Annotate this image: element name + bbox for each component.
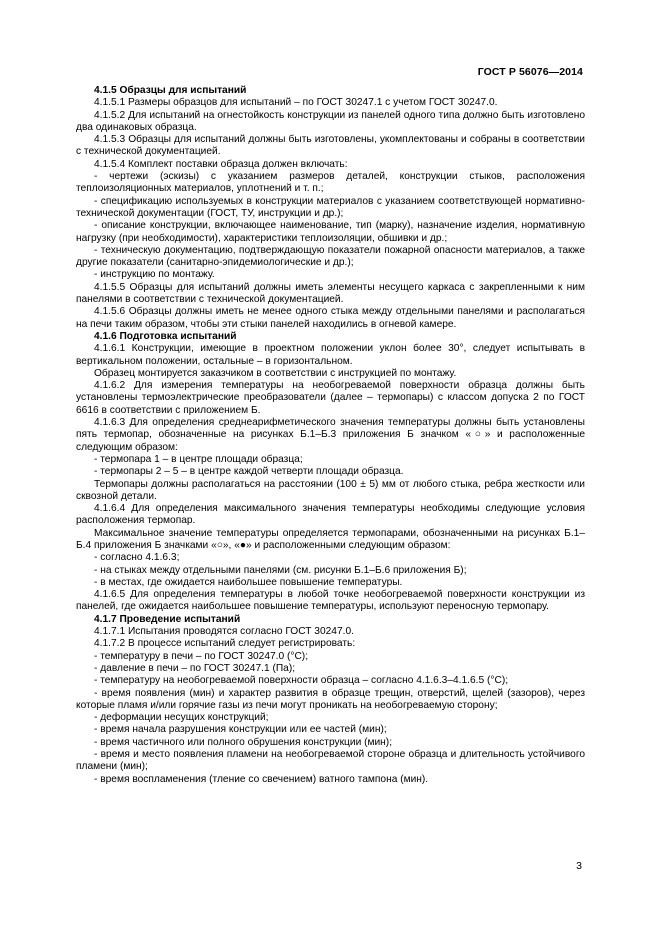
paragraph: 4.1.7.2 В процессе испытаний следует регистрировать:: [94, 638, 356, 650]
paragraph: - на стыках между отдельными панелями (см. рисунки Б.1–Б.6 приложения Б);: [94, 564, 467, 576]
paragraph: - чертежи (эскизы) с указанием размеров деталей, конструкции стыков, расположения теплоизоляционных материалов, уплотнений и т. п.;: [76, 171, 585, 195]
paragraph: - в местах, где ожидается наибольшее повышение температуры.: [94, 576, 403, 588]
paragraph: 4.1.6.3 Для определения среднеарифметического значения температуры должны быть установлены пять термопар, обозначенные на рисунках Б.1–Б.3 приложения Б значком «○» и расположенные следующим образом:: [76, 417, 585, 453]
standard-header: ГОСТ Р 56076—2014: [477, 66, 583, 78]
paragraph: - термопара 1 – в центре площади образца;: [94, 453, 303, 465]
paragraph: - время частичного или полного обрушения конструкции (мин);: [94, 736, 393, 748]
paragraph: - температуру в печи – по ГОСТ 30247.0 (°С);: [94, 650, 309, 662]
paragraph: - время воспламенения (тление со свечением) ватного тампона (мин).: [94, 773, 429, 785]
paragraph: - время и место появления пламени на необогреваемой стороне образца и длительность устойчивого пламени (мин);: [76, 749, 585, 773]
paragraph: 4.1.5.4 Комплект поставки образца должен включать:: [94, 158, 348, 170]
paragraph: 4.1.5.2 Для испытаний на огнестойкость конструкции из панелей одного типа должно быть изготовлено два одинаковых образца.: [76, 109, 585, 133]
paragraph: 4.1.5.6 Образцы должны иметь не менее одного стыка между отдельными панелями и располагаться на печи таким образом, чтобы эти стыки панелей находились в огневой камере.: [76, 306, 585, 330]
page-number: 3: [576, 859, 582, 872]
paragraph: - техническую документацию, подтверждающую показатели пожарной опасности материалов, а также другие показатели (санитарно-эпидемиологические и др.);: [76, 244, 585, 269]
paragraph: Максимальное значение температуры определяется термопарами, обозначенными на рисунках Б.1–Б.4 приложения Б значками «○», «●» и расположенными следующим образом:: [76, 527, 585, 551]
paragraph: - спецификацию используемых в конструкции материалов с указанием соответствующей нормативно-технической документации (ГОСТ, ТУ, инструкции и др.);: [76, 195, 585, 219]
paragraph: 4.1.6.2 Для измерения температуры на необогреваемой поверхности образца должны быть установлены термоэлектрические преобразователи (далее – термопары) с классом допуска 2 по ГОСТ 6616 в соответствии с приложением Б.: [76, 380, 585, 416]
paragraph: 4.1.7.1 Испытания проводятся согласно ГОСТ 30247.0.: [94, 626, 354, 638]
paragraph: - время начала разрушения конструкции или ее частей (мин);: [94, 724, 387, 736]
paragraph: - согласно 4.1.6.3;: [94, 552, 180, 564]
section-heading: 4.1.6 Подготовка испытаний: [94, 330, 237, 342]
paragraph: 4.1.6.5 Для определения температуры в любой точке необогреваемой поверхности конструкции из панелей, где ожидается наибольшее повышение температуры, используют переносную термопару.: [76, 589, 585, 613]
paragraph: Образец монтируется заказчиком в соответствии с инструкцией по монтажу.: [94, 367, 457, 379]
paragraph: - температуру на необогреваемой поверхности образца – согласно 4.1.6.3–4.1.6.5 (°С);: [94, 675, 509, 687]
paragraph: 4.1.6.4 Для определения максимального значения температуры необходимы следующие условия расположения термопар.: [76, 503, 585, 527]
paragraph: - термопары 2 – 5 – в центре каждой четверти площади образца.: [94, 466, 404, 478]
paragraph: - давление в печи – по ГОСТ 30247.1 (Па);: [94, 662, 296, 674]
paragraph: 4.1.6.1 Конструкции, имеющие в проектном положении уклон более 30°, следует испытывать в вертикальном положении, остальные – в горизонтальном.: [76, 343, 585, 367]
document-body: [76, 85, 585, 786]
paragraph: Термопары должны располагаться на расстоянии (100 ± 5) мм от любого стыка, ребра жесткости или сквозной детали.: [76, 478, 585, 502]
paragraph: - деформации несущих конструкций;: [94, 712, 269, 724]
paragraph: - инструкцию по монтажу.: [94, 269, 215, 281]
paragraph: 4.1.5.3 Образцы для испытаний должны быть изготовлены, укомплектованы и собраны в соответствии с технической документацией.: [76, 134, 585, 158]
paragraph: - время появления (мин) и характер развития в образце трещин, отверстий, щелей (зазоров), через которые пламя и/или горячие газы из печи могут проникать на необогреваемую сторону;: [76, 687, 585, 711]
paragraph: 4.1.5.1 Размеры образцов для испытаний – по ГОСТ 30247.1 с учетом ГОСТ 30247.0.: [94, 97, 498, 109]
paragraph: 4.1.5.5 Образцы для испытаний должны иметь элементы несущего каркаса с закрепленными к ним панелями в соответствии с технической документацией.: [76, 281, 585, 306]
section-heading: 4.1.5 Образцы для испытаний: [94, 85, 247, 96]
paragraph: - описание конструкции, включающее наименование, тип (марку), назначение изделия, нормативную нагрузку (при необходимости), характеристики теплоизоляции, обшивки и др.;: [76, 220, 585, 244]
section-heading: 4.1.7 Проведение испытаний: [94, 613, 241, 625]
